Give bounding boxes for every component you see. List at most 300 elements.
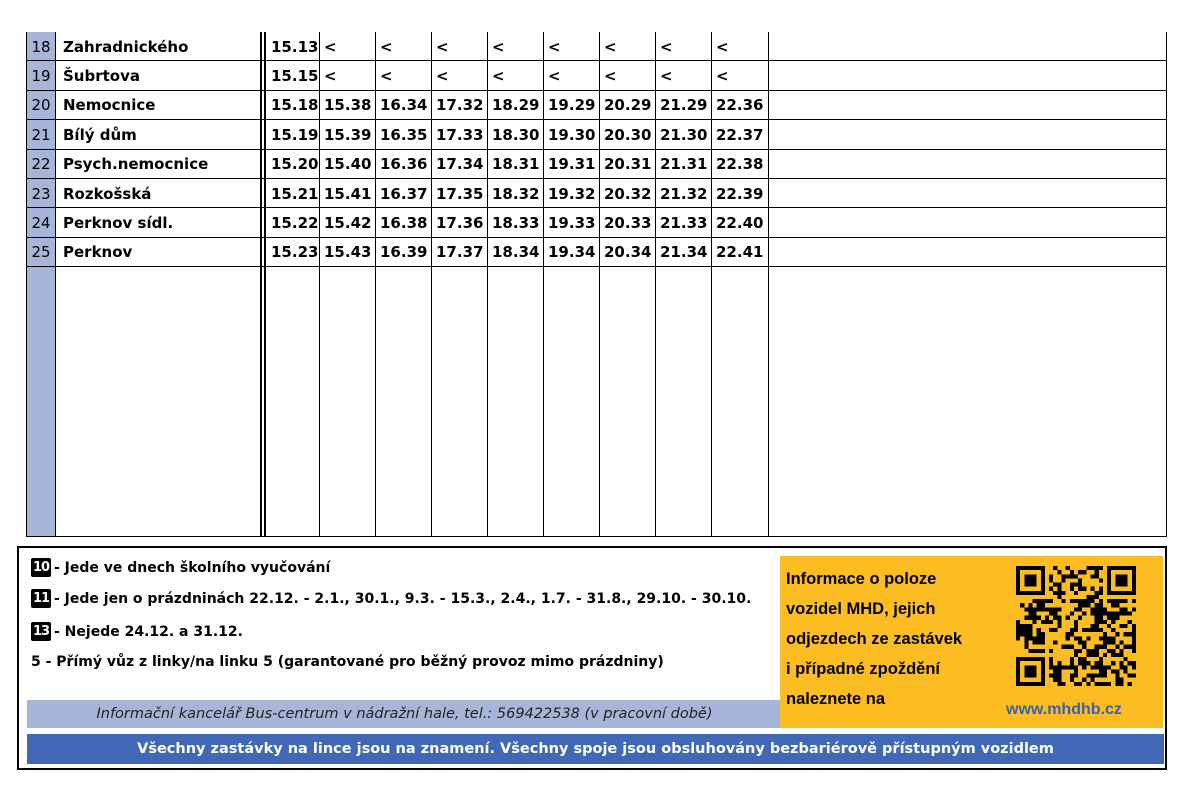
qr-module xyxy=(1037,636,1041,640)
qr-module xyxy=(1132,566,1136,570)
qr-module xyxy=(1028,574,1032,578)
qr-module xyxy=(1041,603,1045,607)
departure-time: < xyxy=(604,37,617,56)
qr-module xyxy=(1049,612,1053,616)
qr-module xyxy=(1041,674,1045,678)
info-line: odjezdech ze zastávek xyxy=(786,630,963,648)
departure-time: 21.31 xyxy=(660,155,708,174)
qr-module xyxy=(1111,603,1115,607)
qr-module xyxy=(1033,578,1037,582)
qr-module xyxy=(1128,632,1132,636)
qr-module xyxy=(1132,665,1136,669)
qr-module xyxy=(1082,570,1086,574)
departure-time: 15.22 xyxy=(271,214,319,233)
qr-module xyxy=(1078,583,1082,587)
qr-module xyxy=(1020,566,1024,570)
qr-module xyxy=(1095,570,1099,574)
qr-module xyxy=(1041,578,1045,582)
qr-module xyxy=(1037,682,1041,686)
qr-module xyxy=(1028,632,1032,636)
qr-module xyxy=(1049,628,1053,632)
qr-module xyxy=(1074,669,1078,673)
qr-module xyxy=(1066,636,1070,640)
qr-module xyxy=(1049,674,1053,678)
qr-module xyxy=(1115,603,1119,607)
qr-module xyxy=(1124,578,1128,582)
departure-time: 15.39 xyxy=(324,125,372,144)
qr-module xyxy=(1107,624,1111,628)
qr-module xyxy=(1057,591,1061,595)
qr-module xyxy=(1028,566,1032,570)
qr-module xyxy=(1115,574,1119,578)
qr-module xyxy=(1074,628,1078,632)
stop-name: Šubrtova xyxy=(63,67,140,86)
departure-time: 19.29 xyxy=(548,96,596,115)
qr-module xyxy=(1115,674,1119,678)
qr-module xyxy=(1095,574,1099,578)
qr-module xyxy=(1115,678,1119,682)
qr-module xyxy=(1078,599,1082,603)
qr-module xyxy=(1028,624,1032,628)
qr-module xyxy=(1095,665,1099,669)
qr-module xyxy=(1033,574,1037,578)
qr-module xyxy=(1049,620,1053,624)
qr-module xyxy=(1119,624,1123,628)
qr-module xyxy=(1049,661,1053,665)
qr-module xyxy=(1111,612,1115,616)
qr-module xyxy=(1103,682,1107,686)
qr-module xyxy=(1057,595,1061,599)
departure-time: 18.34 xyxy=(492,243,540,262)
qr-module xyxy=(1070,599,1074,603)
qr-module xyxy=(1070,661,1074,665)
qr-module xyxy=(1041,682,1045,686)
table-row xyxy=(27,208,1166,237)
qr-module xyxy=(1037,628,1041,632)
qr-module xyxy=(1016,636,1020,640)
qr-module xyxy=(1111,669,1115,673)
departure-time: 17.32 xyxy=(436,96,484,115)
qr-module xyxy=(1115,612,1119,616)
departure-time: 20.30 xyxy=(604,125,652,144)
qr-module xyxy=(1095,612,1099,616)
qr-module xyxy=(1107,570,1111,574)
qr-module xyxy=(1095,661,1099,665)
qr-module xyxy=(1119,653,1123,657)
stop-name: Psych.nemocnice xyxy=(63,155,209,174)
qr-module xyxy=(1016,661,1020,665)
qr-module xyxy=(1107,649,1111,653)
departure-time: 20.33 xyxy=(604,214,652,233)
departure-time: < xyxy=(380,37,393,56)
qr-module xyxy=(1115,645,1119,649)
qr-module xyxy=(1033,612,1037,616)
qr-module xyxy=(1028,636,1032,640)
qr-module xyxy=(1095,591,1099,595)
qr-module xyxy=(1066,645,1070,649)
qr-module xyxy=(1020,624,1024,628)
qr-module xyxy=(1078,570,1082,574)
departure-time: 15.19 xyxy=(271,125,319,144)
qr-module xyxy=(1115,566,1119,570)
note-text: - Jede jen o prázdninách 22.12. - 2.1., 30.1., 9.3. - 15.3., 2.4., 1.7. - 31.8., 29.10. - 30.10. xyxy=(54,590,752,607)
qr-module xyxy=(1024,591,1028,595)
qr-module xyxy=(1024,645,1028,649)
footer-legend xyxy=(17,546,1167,770)
qr-module xyxy=(1128,566,1132,570)
qr-module xyxy=(1099,661,1103,665)
qr-module xyxy=(1066,632,1070,636)
stop-name: Perknov xyxy=(63,243,133,262)
qr-module xyxy=(1037,607,1041,611)
qr-module xyxy=(1095,595,1099,599)
qr-module xyxy=(1095,616,1099,620)
qr-module xyxy=(1057,583,1061,587)
qr-module xyxy=(1082,603,1086,607)
timetable xyxy=(26,32,1167,537)
qr-module xyxy=(1132,599,1136,603)
qr-module xyxy=(1037,657,1041,661)
departure-time: < xyxy=(492,37,505,56)
qr-module xyxy=(1078,607,1082,611)
qr-module xyxy=(1095,603,1099,607)
qr-module xyxy=(1090,674,1094,678)
qr-module xyxy=(1099,566,1103,570)
qr-module xyxy=(1020,632,1024,636)
qr-module xyxy=(1078,578,1082,582)
qr-module xyxy=(1062,599,1066,603)
departure-time: < xyxy=(716,67,729,86)
qr-module xyxy=(1033,640,1037,644)
qr-module xyxy=(1099,612,1103,616)
qr-module xyxy=(1033,616,1037,620)
qr-module xyxy=(1099,607,1103,611)
qr-module xyxy=(1128,682,1132,686)
qr-module xyxy=(1049,599,1053,603)
qr-module xyxy=(1041,657,1045,661)
qr-module xyxy=(1045,616,1049,620)
departure-time: < xyxy=(660,37,673,56)
info-line: Informace o poloze xyxy=(786,570,937,588)
qr-module xyxy=(1132,607,1136,611)
departure-time: 17.34 xyxy=(436,155,484,174)
qr-module xyxy=(1132,661,1136,665)
qr-code-icon[interactable] xyxy=(1016,566,1136,686)
qr-module xyxy=(1107,665,1111,669)
qr-module xyxy=(1082,640,1086,644)
qr-module xyxy=(1132,578,1136,582)
table-row xyxy=(27,32,1166,61)
qr-module xyxy=(1086,603,1090,607)
qr-module xyxy=(1124,566,1128,570)
qr-module xyxy=(1103,653,1107,657)
qr-module xyxy=(1049,578,1053,582)
qr-module xyxy=(1124,669,1128,673)
qr-module xyxy=(1124,591,1128,595)
note-text: - Jede ve dnech školního vyučování xyxy=(54,559,331,576)
qr-module xyxy=(1033,657,1037,661)
qr-module xyxy=(1053,616,1057,620)
qr-module xyxy=(1033,669,1037,673)
departure-time: 16.34 xyxy=(380,96,428,115)
qr-module xyxy=(1124,607,1128,611)
qr-module xyxy=(1028,583,1032,587)
qr-module xyxy=(1070,583,1074,587)
qr-module xyxy=(1090,612,1094,616)
qr-module xyxy=(1074,636,1078,640)
departure-time: < xyxy=(548,67,561,86)
departure-time: 17.35 xyxy=(436,184,484,203)
qr-module xyxy=(1124,624,1128,628)
departure-time: 22.37 xyxy=(716,125,764,144)
qr-module xyxy=(1016,632,1020,636)
qr-module xyxy=(1128,674,1132,678)
note-text: 5 - Přímý vůz z linky/na linku 5 (garantované pro běžný provoz mimo prázdniny) xyxy=(31,654,664,670)
qr-module xyxy=(1103,665,1107,669)
qr-module xyxy=(1016,678,1020,682)
departure-time: 16.36 xyxy=(380,155,428,174)
qr-module xyxy=(1115,578,1119,582)
qr-module xyxy=(1024,578,1028,582)
qr-module xyxy=(1024,665,1028,669)
qr-module xyxy=(1041,620,1045,624)
qr-module xyxy=(1078,649,1082,653)
qr-module xyxy=(1053,628,1057,632)
departure-time: < xyxy=(660,67,673,86)
departure-time: 18.29 xyxy=(492,96,540,115)
qr-module xyxy=(1053,669,1057,673)
qr-module xyxy=(1119,583,1123,587)
info-box xyxy=(780,556,1163,728)
qr-module xyxy=(1099,591,1103,595)
qr-module xyxy=(1062,682,1066,686)
qr-module xyxy=(1132,628,1136,632)
qr-module xyxy=(1041,649,1045,653)
qr-module xyxy=(1070,678,1074,682)
qr-module xyxy=(1024,669,1028,673)
qr-module xyxy=(1016,591,1020,595)
qr-module xyxy=(1107,578,1111,582)
qr-module xyxy=(1090,607,1094,611)
qr-module xyxy=(1053,566,1057,570)
qr-module xyxy=(1111,628,1115,632)
qr-module xyxy=(1103,674,1107,678)
departure-time: 22.36 xyxy=(716,96,764,115)
qr-module xyxy=(1124,657,1128,661)
qr-module xyxy=(1057,674,1061,678)
qr-module xyxy=(1074,682,1078,686)
qr-module xyxy=(1053,607,1057,611)
qr-module xyxy=(1128,612,1132,616)
qr-module xyxy=(1045,607,1049,611)
departure-time: 18.31 xyxy=(492,155,540,174)
departure-time: 22.41 xyxy=(716,243,764,262)
info-line: naleznete na xyxy=(786,690,886,708)
qr-module xyxy=(1078,616,1082,620)
qr-module xyxy=(1103,607,1107,611)
qr-module xyxy=(1119,640,1123,644)
qr-module xyxy=(1111,616,1115,620)
qr-module xyxy=(1070,665,1074,669)
departure-time: 15.15 xyxy=(271,67,319,86)
qr-module xyxy=(1074,591,1078,595)
qr-module xyxy=(1024,636,1028,640)
qr-module xyxy=(1074,599,1078,603)
qr-module xyxy=(1099,669,1103,673)
qr-module xyxy=(1028,669,1032,673)
qr-module xyxy=(1124,583,1128,587)
stop-name: Zahradnického xyxy=(63,37,189,56)
qr-module xyxy=(1119,574,1123,578)
info-line: i případné zpoždění xyxy=(786,660,941,678)
qr-module xyxy=(1086,599,1090,603)
qr-module xyxy=(1107,591,1111,595)
qr-module xyxy=(1086,682,1090,686)
qr-module xyxy=(1066,566,1070,570)
stop-name: Nemocnice xyxy=(63,96,156,115)
qr-module xyxy=(1115,583,1119,587)
qr-module xyxy=(1028,616,1032,620)
qr-module xyxy=(1074,583,1078,587)
departure-time: 15.23 xyxy=(271,243,319,262)
qr-module xyxy=(1132,649,1136,653)
departure-time: 21.34 xyxy=(660,243,708,262)
qr-module xyxy=(1107,587,1111,591)
qr-module xyxy=(1095,682,1099,686)
qr-module xyxy=(1082,612,1086,616)
qr-module xyxy=(1119,578,1123,582)
qr-module xyxy=(1057,607,1061,611)
qr-module xyxy=(1033,566,1037,570)
departure-time: 15.21 xyxy=(271,184,319,203)
qr-module xyxy=(1074,624,1078,628)
qr-module xyxy=(1024,657,1028,661)
departure-time: < xyxy=(492,67,505,86)
qr-module xyxy=(1082,661,1086,665)
qr-module xyxy=(1082,628,1086,632)
qr-module xyxy=(1020,682,1024,686)
table-row xyxy=(27,120,1166,149)
departure-time: 15.18 xyxy=(271,96,319,115)
departure-time: 15.20 xyxy=(271,155,319,174)
qr-module xyxy=(1124,574,1128,578)
qr-module xyxy=(1128,591,1132,595)
qr-module xyxy=(1028,628,1032,632)
qr-module xyxy=(1074,653,1078,657)
qr-module xyxy=(1078,587,1082,591)
qr-module xyxy=(1024,632,1028,636)
qr-module xyxy=(1037,640,1041,644)
qr-module xyxy=(1119,665,1123,669)
qr-module xyxy=(1062,665,1066,669)
departure-time: 16.37 xyxy=(380,184,428,203)
qr-module xyxy=(1124,612,1128,616)
qr-module xyxy=(1016,682,1020,686)
qr-module xyxy=(1128,620,1132,624)
stop-number: 20 xyxy=(31,96,51,115)
qr-module xyxy=(1115,669,1119,673)
qr-module xyxy=(1020,591,1024,595)
departure-time: 17.33 xyxy=(436,125,484,144)
qr-module xyxy=(1070,645,1074,649)
qr-module xyxy=(1049,665,1053,669)
qr-module xyxy=(1099,657,1103,661)
qr-module xyxy=(1041,591,1045,595)
qr-module xyxy=(1070,574,1074,578)
table-row xyxy=(27,238,1166,267)
departure-time: 18.32 xyxy=(492,184,540,203)
qr-module xyxy=(1095,607,1099,611)
qr-module xyxy=(1074,607,1078,611)
qr-module xyxy=(1016,669,1020,673)
qr-module xyxy=(1070,587,1074,591)
qr-module xyxy=(1132,587,1136,591)
qr-module xyxy=(1020,657,1024,661)
qr-module xyxy=(1128,661,1132,665)
qr-module xyxy=(1033,620,1037,624)
office-info-bar: Informační kancelář Bus-centrum v nádražní hale, tel.: 569422538 (v pracovní době) xyxy=(27,700,782,728)
qr-module xyxy=(1095,653,1099,657)
qr-module xyxy=(1090,587,1094,591)
qr-module xyxy=(1115,632,1119,636)
qr-module xyxy=(1119,649,1123,653)
qr-module xyxy=(1124,645,1128,649)
qr-module xyxy=(1119,612,1123,616)
qr-module xyxy=(1078,682,1082,686)
qr-module xyxy=(1078,661,1082,665)
departure-time: 20.29 xyxy=(604,96,652,115)
qr-module xyxy=(1074,665,1078,669)
qr-module xyxy=(1016,628,1020,632)
qr-module xyxy=(1016,674,1020,678)
qr-module xyxy=(1132,645,1136,649)
qr-module xyxy=(1033,649,1037,653)
qr-module xyxy=(1132,674,1136,678)
qr-module xyxy=(1033,591,1037,595)
qr-module xyxy=(1090,624,1094,628)
qr-module xyxy=(1062,591,1066,595)
qr-module xyxy=(1119,591,1123,595)
qr-module xyxy=(1107,636,1111,640)
qr-module xyxy=(1107,612,1111,616)
qr-module xyxy=(1016,657,1020,661)
departure-time: 21.33 xyxy=(660,214,708,233)
qr-module xyxy=(1016,570,1020,574)
qr-module xyxy=(1128,645,1132,649)
qr-module xyxy=(1016,620,1020,624)
qr-module xyxy=(1062,574,1066,578)
qr-module xyxy=(1057,624,1061,628)
departure-time: 16.38 xyxy=(380,214,428,233)
qr-module xyxy=(1053,583,1057,587)
qr-module xyxy=(1132,570,1136,574)
website-link[interactable]: www.mhdhb.cz xyxy=(1006,701,1122,718)
table-row xyxy=(27,91,1166,120)
qr-module xyxy=(1115,653,1119,657)
stop-number: 19 xyxy=(31,67,51,86)
departure-time: 15.41 xyxy=(324,184,372,203)
qr-module xyxy=(1037,603,1041,607)
qr-module xyxy=(1111,599,1115,603)
qr-module xyxy=(1041,587,1045,591)
stop-number: 22 xyxy=(31,155,51,174)
note-13 xyxy=(31,622,243,641)
qr-module xyxy=(1099,674,1103,678)
qr-module xyxy=(1041,574,1045,578)
qr-module xyxy=(1057,665,1061,669)
qr-module xyxy=(1053,591,1057,595)
qr-module xyxy=(1070,632,1074,636)
